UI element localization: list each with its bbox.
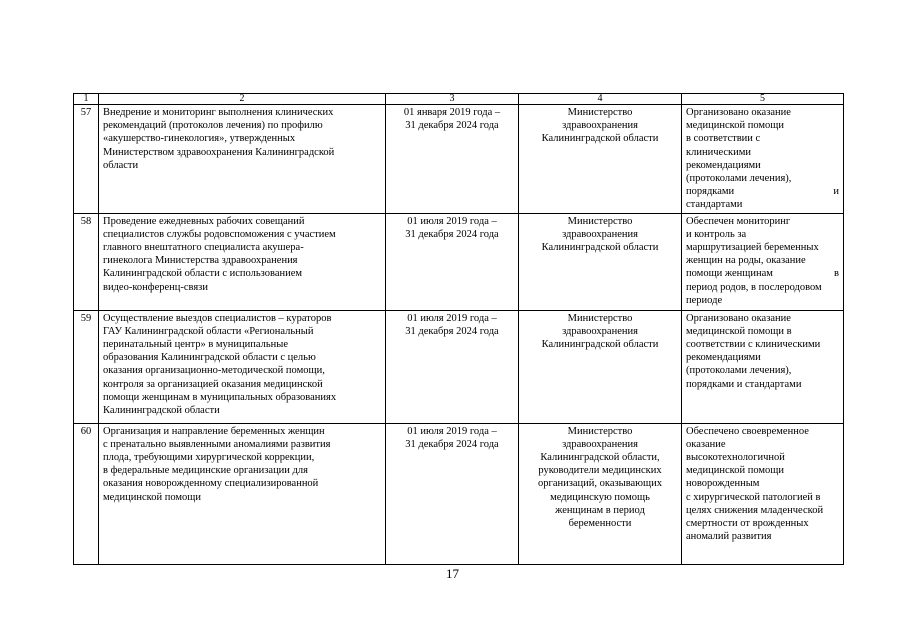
plan-table: [73, 93, 844, 565]
result-cell: [682, 310, 844, 423]
text-line: период родов, в послеродовом: [686, 281, 822, 293]
row-number: 59: [74, 310, 99, 423]
period-cell: [386, 423, 519, 564]
text-line: с хирургической патологией в: [686, 491, 821, 503]
responsible-cell: [519, 310, 682, 423]
column-number: 2: [99, 94, 386, 105]
column-number: 4: [519, 94, 682, 105]
period-cell: [386, 105, 519, 214]
text-line: здравоохранения: [562, 325, 638, 337]
text-line: здравоохранения: [562, 438, 638, 450]
action-cell: [99, 213, 386, 310]
text-fragment: в: [834, 268, 839, 280]
action-cell: [99, 423, 386, 564]
text-line: высокотехнологичной: [686, 452, 785, 464]
text-line: здравоохранения: [562, 228, 638, 240]
text-line: ГАУ Калининградской области «Региональный: [103, 325, 314, 337]
text-line: периоде: [686, 294, 723, 306]
table-row: [74, 213, 844, 310]
text-line: здравоохранения: [562, 120, 638, 132]
column-number: 1: [74, 94, 99, 105]
text-line: стандартами: [686, 199, 743, 211]
text-line: медицинской помощи в: [686, 325, 792, 337]
text-line: Осуществление выездов специалистов – кураторов: [103, 312, 332, 324]
text-line: специалистов службы родовспоможения с участием: [103, 228, 336, 240]
responsible-cell: [519, 423, 682, 564]
text-line: «акушерство-гинекология», утвержденных: [103, 133, 296, 145]
period-cell: [386, 310, 519, 423]
text-line: оказания новорожденному специализированной: [103, 478, 319, 490]
text-line: главного внештатного специалиста акушера-: [103, 242, 304, 254]
text-line: соответствии с клиническими: [686, 339, 821, 351]
text-line: (протоколами лечения),: [686, 365, 792, 377]
text-line: рекомендациями: [686, 159, 761, 171]
text-line: медицинской помощи: [686, 120, 784, 132]
result-cell: [682, 105, 844, 214]
text-line: 01 июля 2019 года –: [407, 425, 497, 437]
text-line: Министерство: [567, 107, 633, 118]
responsible-cell: [519, 105, 682, 214]
text-line: Калининградской области: [103, 405, 220, 417]
page-number: 17: [446, 566, 459, 581]
text-line: контроля за организацией оказания медицинской: [103, 378, 323, 390]
text-line: и контроль за: [686, 228, 747, 240]
text-line: помощи женщинам в муниципальных образованиях: [103, 391, 337, 403]
text-line: [686, 267, 839, 280]
text-line: Калининградской области: [541, 339, 659, 351]
text-line: порядками и стандартами: [686, 378, 802, 390]
text-line: плода, требующими хирургической коррекции,: [103, 452, 315, 464]
text-line: маршрутизацией беременных: [686, 242, 819, 254]
text-line: женщин на роды, оказание: [686, 255, 806, 267]
result-cell: [682, 423, 844, 564]
text-fragment: и: [833, 186, 839, 198]
text-line: медицинскую помощь: [550, 491, 650, 503]
text-line: образования Калининградской области с целью: [103, 352, 316, 364]
text-line: с пренатально выявленными аномалиями развития: [103, 438, 331, 450]
text-line: Организовано оказание: [686, 107, 791, 118]
text-line: Организация и направление беременных женщин: [103, 425, 325, 437]
text-line: Калининградской области: [541, 133, 659, 145]
text-line: Министерство: [567, 215, 633, 227]
period-cell: [386, 213, 519, 310]
text-line: женщинам в период: [555, 504, 645, 516]
table-row: [74, 423, 844, 564]
table-row: [74, 105, 844, 214]
responsible-cell: [519, 213, 682, 310]
text-line: 01 июля 2019 года –: [407, 312, 497, 324]
text-line: новорожденным: [686, 478, 760, 490]
text-line: 31 декабря 2024 года: [405, 325, 499, 337]
text-line: Обеспечено своевременное: [686, 425, 809, 437]
table-row: [74, 310, 844, 423]
text-line: смертности от врожденных: [686, 518, 809, 530]
text-line: аномалий развития: [686, 531, 772, 543]
text-line: организаций, оказывающих: [538, 478, 662, 490]
row-number: 57: [74, 105, 99, 214]
text-line: области: [103, 159, 139, 171]
text-line: Министерством здравоохранения Калининградской: [103, 146, 335, 158]
text-line: Министерство: [567, 425, 633, 437]
text-line: руководители медицинских: [538, 465, 662, 477]
text-line: 01 июля 2019 года –: [407, 215, 497, 227]
text-line: гинеколога Министерства здравоохранения: [103, 255, 298, 267]
text-line: 01 января 2019 года –: [403, 107, 501, 118]
text-line: Калининградской области,: [540, 452, 660, 464]
text-line: Министерство: [567, 312, 633, 324]
row-number: 58: [74, 213, 99, 310]
text-line: Калининградской области: [541, 242, 659, 254]
text-line: в соответствии с: [686, 133, 761, 145]
text-line: видео-конференц-связи: [103, 281, 208, 293]
text-line: перинатальный центр» в муниципальные: [103, 339, 289, 351]
column-number-row: [74, 94, 844, 105]
result-cell: [682, 213, 844, 310]
text-line: клиническими: [686, 146, 752, 158]
text-line: 31 декабря 2024 года: [405, 228, 499, 240]
row-number: 60: [74, 423, 99, 564]
text-line: 31 декабря 2024 года: [405, 438, 499, 450]
text-line: Внедрение и мониторинг выполнения клинических: [103, 107, 334, 118]
column-number: 5: [682, 94, 844, 105]
text-line: 31 декабря 2024 года: [405, 120, 499, 132]
text-line: рекомендациями: [686, 352, 761, 364]
action-cell: [99, 310, 386, 423]
text-line: медицинской помощи: [103, 491, 201, 503]
text-line: оказание: [686, 438, 726, 450]
text-line: в федеральные медицинские организации для: [103, 465, 308, 477]
text-line: рекомендаций (протоколов лечения) по профилю: [103, 120, 323, 132]
text-line: Организовано оказание: [686, 312, 791, 324]
text-line: оказания организационно-методической помощи,: [103, 365, 325, 377]
text-line: Обеспечен мониторинг: [686, 215, 791, 227]
text-line: медицинской помощи: [686, 465, 784, 477]
column-number: 3: [386, 94, 519, 105]
text-line: (протоколами лечения),: [686, 173, 792, 185]
text-line: целях снижения младенческой: [686, 504, 824, 516]
text-line: Калининградской области с использованием: [103, 268, 303, 280]
text-fragment: порядками: [686, 186, 735, 198]
action-cell: [99, 105, 386, 214]
text-fragment: помощи женщинам: [686, 268, 773, 280]
text-line: Проведение ежедневных рабочих совещаний: [103, 215, 305, 227]
text-line: беременности: [568, 518, 632, 530]
text-line: [686, 185, 839, 198]
